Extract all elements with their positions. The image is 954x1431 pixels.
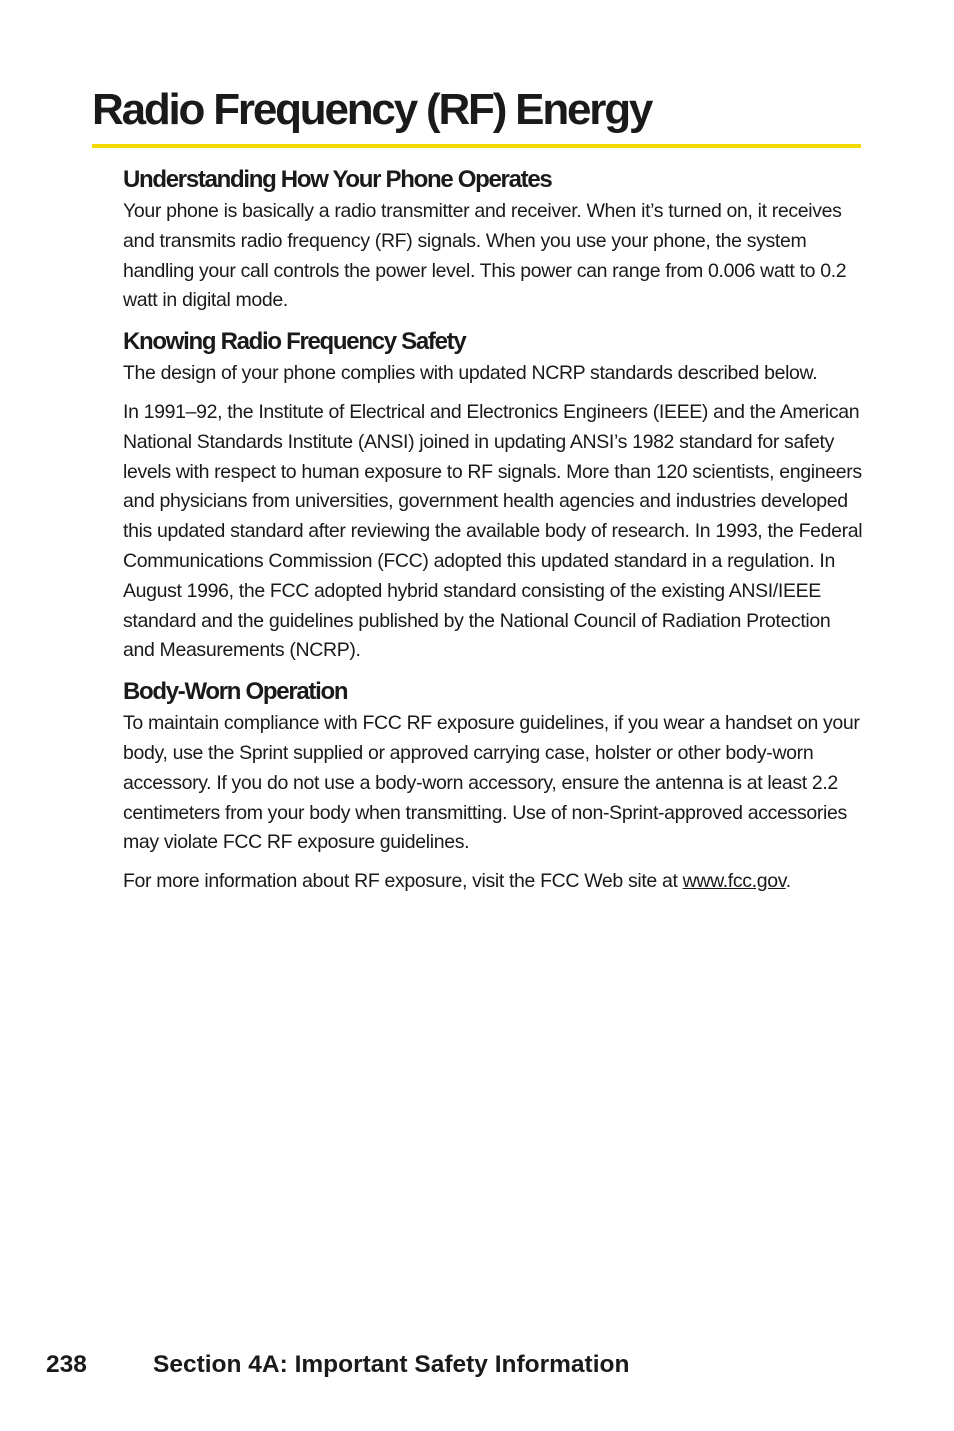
- section-heading: Knowing Radio Frequency Safety: [123, 328, 466, 356]
- section-rf-safety: [123, 325, 863, 666]
- body-paragraph: Your phone is basically a radio transmitter and receiver. When it’s turned on, it receives and transmits radio frequency (RF) signals. When you use your phone, the system handling your call controls the power level. This power can range from 0.006 watt to 0.2 watt in digital mode.: [123, 200, 847, 312]
- section-body-worn-operation: [123, 675, 863, 897]
- footer-section-label: Section 4A: Important Safety Information: [153, 1351, 630, 1378]
- fcc-website-link[interactable]: www.fcc.gov: [682, 870, 786, 893]
- body-paragraph: The design of your phone complies with updated NCRP standards described below.: [123, 362, 818, 385]
- section-heading: Body-Worn Operation: [123, 678, 348, 706]
- body-paragraph: In 1991–92, the Institute of Electrical and Electronics Engineers (IEEE) and the American National Standards Institute (ANSI) joined in updating ANSI’s 1982 standard for safety levels with respect to human exposure to RF signals. More than 120 scientists, engineers and physicians from universities, government health agencies and industries developed this updated standard after reviewing the available body of research. In 1993, the Federal Communications Commission (FCC) adopted this updated standard in a regulation. In August 1996, the FCC adopted hybrid standard consisting of the existing ANSI/IEEE standard and the guidelines published by the National Council of Radiation Protection and Measurements (NCRP).: [123, 400, 863, 662]
- page-footer: [46, 1347, 629, 1383]
- more-info-text: For more information about RF exposure, visit the FCC Web site at: [123, 870, 678, 893]
- section-heading: Understanding How Your Phone Operates: [123, 166, 552, 193]
- more-info-period: .: [785, 870, 791, 893]
- title-divider: [92, 144, 861, 148]
- main-content: [123, 163, 863, 906]
- more-info-paragraph: [123, 867, 863, 897]
- page-title: Radio Frequency (RF) Energy: [92, 85, 652, 134]
- section-understanding-phone-operation: [123, 163, 863, 316]
- body-paragraph: To maintain compliance with FCC RF exposure guidelines, if you wear a handset on your body, use the Sprint supplied or approved carrying case, holster or other body-worn accessory. If you do not use a body-worn accessory, ensure the antenna is at least 2.2 centimeters from your body when transmitting. Use of non-Sprint-approved accessories may violate FCC RF exposure guidelines.: [123, 712, 860, 854]
- page-number: 238: [46, 1351, 87, 1378]
